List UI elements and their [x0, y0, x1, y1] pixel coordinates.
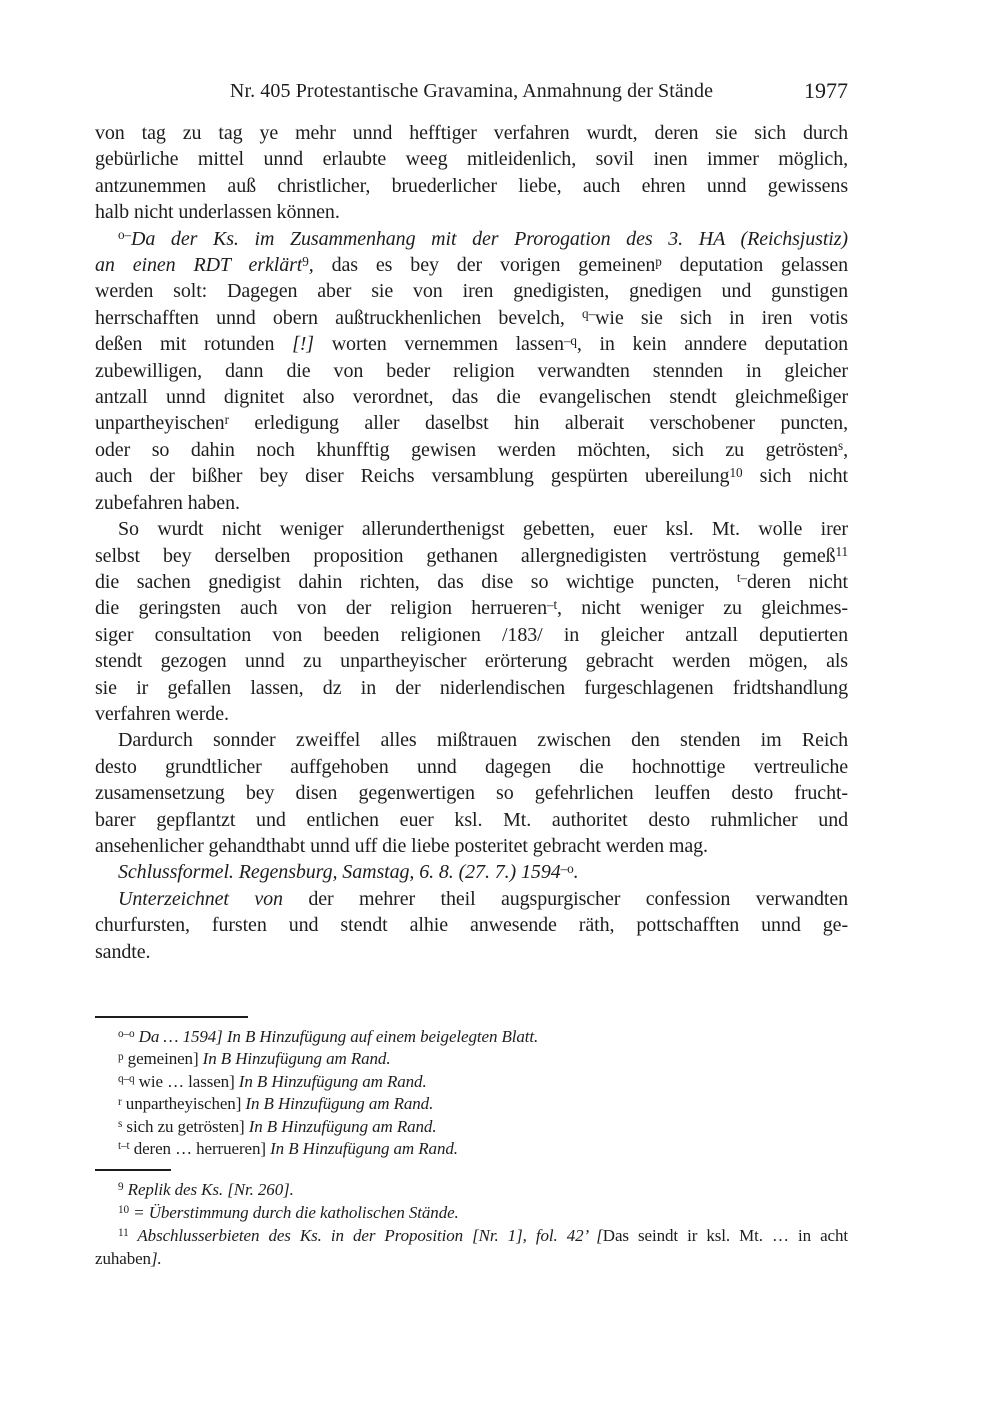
- text-segment: zusamensetzung bey disen gegenwertigen so gefehrlichen leuffen desto frucht-: [95, 782, 848, 805]
- text-segment: antzall unnd dignitet also verordnet, das die evangelischen stendt gleichmeßiger: [95, 386, 848, 409]
- body-text-line: [95, 305, 848, 331]
- body-text-line: [95, 516, 848, 542]
- text-segment: siger consultation von beeden religionen /183/ in gleicher antzall deputierten: [95, 623, 848, 646]
- body-text-line: [95, 780, 848, 806]
- superscript-note-mark: 10: [118, 1204, 130, 1217]
- text-segment: In B Hinzufügung am Rand.: [248, 1116, 437, 1136]
- superscript-note-mark: q–q: [118, 1073, 135, 1086]
- footnotes-block: [95, 1178, 848, 1270]
- text-segment: Das seindt ir ksl. Mt. … in acht: [602, 1226, 849, 1245]
- superscript-note-mark: p: [118, 1050, 124, 1063]
- running-head-title: Nr. 405 Protestantische Gravamina, Anmahnung der Stände: [229, 80, 714, 102]
- text-segment: stendt gezogen unnd zu unpartheyischer erörterung gebracht werden mögen, als: [95, 650, 848, 673]
- body-text-line: [95, 331, 848, 357]
- body-text-line: [95, 146, 848, 172]
- superscript-note-mark: o–: [118, 227, 131, 243]
- body-text-line: [95, 595, 848, 621]
- text-segment: zuhaben: [95, 1249, 151, 1268]
- body-text-line: [95, 701, 848, 727]
- text-segment: sandte.: [95, 940, 151, 963]
- superscript-note-mark: 11: [835, 543, 848, 559]
- text-segment: ansehenlicher gehandthabt unnd uff die liebe posteritet gebracht werden mag.: [95, 834, 708, 857]
- text-segment: In B Hinzufügung am Rand.: [202, 1049, 391, 1069]
- body-text-line: [95, 252, 848, 278]
- body-text-line: [95, 622, 848, 648]
- superscript-note-mark: 9: [118, 1181, 124, 1194]
- text-segment: gebürliche mittel unnd erlaubte weeg mitleidenlich, sovil inen immer möglich,: [95, 148, 848, 171]
- superscript-note-mark: 9: [302, 253, 309, 269]
- text-segment: auch der bißher bey diser Reichs versamblung gespürten ubereilung: [95, 465, 730, 488]
- footnote-line: [95, 1178, 848, 1201]
- superscript-note-mark: r: [118, 1095, 122, 1108]
- text-segment: wie … lassen]: [134, 1071, 239, 1091]
- text-segment: an einen RDT erklärt: [95, 254, 303, 277]
- footnote-line: [95, 1224, 848, 1247]
- footnote-line: [95, 1201, 848, 1224]
- body-text-line: [95, 226, 848, 252]
- text-segment: selbst bey derselben proposition gethanen allergnedigisten vertröstung gemeß: [95, 544, 836, 567]
- superscript-note-mark: t–t: [118, 1140, 130, 1153]
- text-segment: Dardurch sonnder zweiffel alles mißtrauen zwischen den stenden im Reich: [118, 729, 848, 752]
- superscript-note-mark: –o: [560, 860, 574, 876]
- text-segment: churfursten, fursten und stendt alhie anwesende räth, pottschafften unnd ge-: [95, 914, 848, 937]
- text-segment: desto grundtlicher auffgehoben unnd dagegen die hochnottige vertreuliche: [95, 755, 848, 778]
- superscript-note-mark: s: [118, 1117, 123, 1130]
- superscript-note-mark: –t: [546, 596, 558, 612]
- text-segment: werden solt: Dagegen aber sie von iren gnedigisten, gnedigen und gunstigen: [95, 280, 848, 303]
- superscript-note-mark: 10: [729, 464, 743, 480]
- text-segment: .: [573, 861, 579, 884]
- text-segment: von tag zu tag ye mehr unnd hefftiger verfahren wurdt, deren sie sich durch: [95, 122, 848, 144]
- text-segment: unpartheyischen]: [121, 1094, 246, 1114]
- text-segment: der mehrer theil augspurgischer confession verwandten: [282, 887, 848, 910]
- page-number: 1977: [804, 78, 848, 103]
- text-segment: die sachen gnedigist dahin richten, das dise so wichtige puncten,: [95, 570, 737, 593]
- text-segment: ].: [150, 1249, 162, 1268]
- text-segment: Unterzeichnet von: [118, 887, 283, 910]
- body-text-line: [95, 120, 848, 146]
- text-segment: zubefahren haben.: [95, 491, 240, 514]
- text-segment: sie ir gefallen lassen, dz in der niderlendischen furgeschlagenen fridtshandlung: [95, 676, 848, 699]
- body-text-line: [95, 648, 848, 674]
- superscript-note-mark: t–: [736, 570, 747, 586]
- text-segment: gemeinen]: [123, 1049, 203, 1069]
- text-segment: = Überstimmung durch die katholischen Stände.: [129, 1203, 459, 1222]
- text-segment: In B Hinzufügung am Rand.: [238, 1071, 427, 1091]
- text-segment: In B Hinzufügung am Rand.: [245, 1094, 434, 1114]
- text-segment: Da … 1594] In B Hinzufügung auf einem beigelegten Blatt.: [134, 1027, 539, 1046]
- body-text-line: [95, 886, 848, 912]
- body-text-line: [95, 410, 848, 436]
- body-text-line: [95, 384, 848, 410]
- apparatus-line: [95, 1048, 848, 1070]
- text-segment: In B Hinzufügung am Rand.: [270, 1139, 458, 1159]
- text-segment: ,: [843, 438, 848, 461]
- text-segment: verfahren werde.: [95, 702, 229, 725]
- text-segment: halb nicht underlassen können.: [95, 201, 340, 224]
- text-segment: ,: [308, 254, 314, 277]
- text-segment: deren … herrueren]: [129, 1139, 271, 1159]
- body-text-line: [95, 754, 848, 780]
- body-text-line: [95, 543, 848, 569]
- body-text-line: [95, 675, 848, 701]
- text-segment: barer gepflantzt und entlichen euer ksl. Mt. authoritet desto ruhmlicher und: [95, 808, 848, 831]
- body-text-line: [95, 569, 848, 595]
- superscript-note-mark: p: [655, 253, 662, 269]
- apparatus-line: [95, 1138, 848, 1160]
- footnote-divider-rule: [95, 1169, 171, 1171]
- text-segment: deren nicht: [746, 570, 848, 593]
- text-segment: [!]: [292, 333, 314, 356]
- text-segment: deputation gelassen: [661, 254, 848, 277]
- superscript-note-mark: r: [224, 411, 229, 427]
- text-segment: Da der Ks. im Zusammenhang mit der Prorogation des 3. HA (Reichsjustiz): [131, 227, 848, 250]
- text-segment: worten vernemmen lassen: [314, 333, 564, 356]
- body-text-line: [95, 278, 848, 304]
- text-segment: , nicht weniger zu gleichmes-: [557, 597, 848, 620]
- superscript-note-mark: 11: [118, 1227, 129, 1240]
- text-segment: wie sie sich in iren votis: [595, 306, 848, 329]
- text-segment: sich nicht: [742, 465, 849, 488]
- body-text-line: [95, 859, 848, 885]
- text-segment: herrschafften unnd obern außtruckhenlichen bevelch,: [95, 306, 583, 329]
- body-text-line: [95, 358, 848, 384]
- text-segment: die geringsten auch von der religion herrueren: [95, 597, 547, 620]
- apparatus-line: [95, 1116, 848, 1138]
- text-segment: , in kein anndere deputation: [576, 333, 849, 356]
- body-text-line: [95, 939, 848, 965]
- apparatus-line: [95, 1026, 848, 1048]
- text-segment: das es bey der vorigen gemeinen: [313, 254, 656, 277]
- body-text-line: [95, 727, 848, 753]
- apparatus-line: [95, 1071, 848, 1093]
- body-text-line: [95, 199, 848, 225]
- body-text-line: [95, 463, 848, 489]
- body-text-line: [95, 833, 848, 859]
- text-segment: oder so dahin noch khunfftig gewisen werden möchten, sich zu getrösten: [95, 438, 839, 461]
- body-text-line: [95, 912, 848, 938]
- text-segment: So wurdt nicht weniger allerunderthenigst gebetten, euer ksl. Mt. wolle irer: [118, 518, 848, 541]
- text-segment: Replik des Ks. [Nr. 260].: [123, 1180, 294, 1199]
- running-head: [95, 78, 848, 106]
- apparatus-line: [95, 1093, 848, 1115]
- apparatus-divider-rule: [95, 1016, 248, 1018]
- text-segment: Schlussformel. Regensburg, Samstag, 6. 8. (27. 7.) 1594: [118, 861, 561, 884]
- body-text-line: [95, 437, 848, 463]
- superscript-note-mark: s: [838, 438, 844, 454]
- critical-apparatus-block: [95, 1026, 848, 1160]
- body-text-line: [95, 807, 848, 833]
- footnote-line: [95, 1247, 848, 1270]
- text-segment: zubewilligen, dann die von beder religion verwandten stennden in gleicher: [95, 359, 848, 382]
- superscript-note-mark: –q: [563, 332, 577, 348]
- text-segment: erledigung aller daselbst hin alberait verschobener puncten,: [228, 412, 848, 435]
- text-segment: sich zu getrösten]: [122, 1116, 249, 1136]
- text-segment: Abschlusserbieten des Ks. in der Proposition [Nr. 1], fol. 42’ [: [128, 1226, 603, 1245]
- text-segment: deßen mit rotunden: [95, 333, 293, 356]
- superscript-note-mark: q–: [582, 306, 596, 322]
- text-segment: antzunemmen auß christlicher, bruederlicher liebe, auch ehren unnd gewissens: [95, 174, 848, 197]
- superscript-note-mark: o–o: [118, 1028, 135, 1041]
- body-text-line: [95, 490, 848, 516]
- main-text-block: [95, 120, 848, 965]
- body-text-line: [95, 173, 848, 199]
- text-segment: unpartheyischen: [95, 412, 225, 435]
